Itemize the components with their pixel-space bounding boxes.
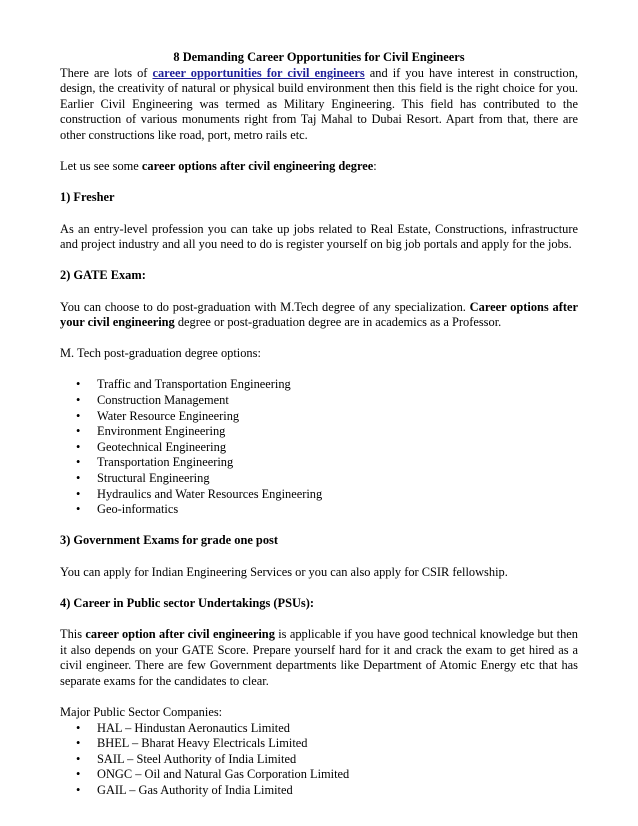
list-item [60,409,578,425]
career-opportunities-link[interactable]: career opportunities for civil engineers [152,65,365,80]
list-item-text: HAL – Hindustan Aeronautics Limited [97,720,290,735]
section-heading-psu: 4) Career in Public sector Undertakings (PSUs): [60,595,314,610]
list-item [60,783,578,799]
fresher-paragraph: As an entry-level profession you can take up jobs related to Real Estate, Constructions, infrastructure and project industry and all you need to do is register yourself on big job portals and apply for the jobs. [60,221,578,252]
gate-text: You can choose to do post-graduation with M.Tech degree of any specialization. [60,299,470,314]
list-item [60,440,578,456]
lead-paragraph [60,159,578,175]
section-heading-fresher: 1) Fresher [60,190,115,205]
list-item [60,487,578,503]
gate-paragraph [60,300,578,331]
bullet-icon: • [76,751,81,766]
list-item-text: Geotechnical Engineering [97,439,227,454]
government-paragraph: You can apply for Indian Engineering Services or you can also apply for CSIR fellowship. [60,564,508,579]
list-item [60,752,578,768]
gate-text-rest: degree or post-graduation degree are in academics as a Professor. [174,315,502,330]
list-item-text: Construction Management [97,393,229,408]
bullet-icon: • [76,502,81,517]
intro-text-start: There are lots of [60,65,153,80]
gate-bold: Career options after your civil engineering [60,299,578,330]
bullet-icon: • [76,455,81,470]
list-item [60,767,578,783]
bullet-icon: • [76,720,81,735]
list-item-text: Geo-informatics [97,502,179,517]
section-heading-gate: 2) GATE Exam: [60,268,146,283]
psu-text: This [60,626,86,641]
lead-colon: : [373,159,377,174]
bullet-icon: • [76,782,81,797]
bullet-icon: • [76,767,81,782]
list-item [60,393,578,409]
psu-text-rest: is applicable if you have good technical knowledge but then it also depends on your GATE Score. Prepare yourself hard for it and crack the exam to get hired as a civil engineer. There are few Government departments like Department of Atomic Energy etc that has separate exams for the candidates to clear. [60,626,578,688]
list-item [60,502,578,518]
document-page [60,50,578,799]
psu-bold: career option after civil engineering [85,626,275,641]
bullet-icon: • [76,408,81,423]
bullet-icon: • [76,424,81,439]
lead-bold: career options after civil engineering degree [141,159,374,174]
bullet-icon: • [76,736,81,751]
list-item [60,424,578,440]
list-item-text: Traffic and Transportation Engineering [97,377,291,392]
list-item-text: ONGC – Oil and Natural Gas Corporation Limited [97,767,350,782]
list-item-text: Transportation Engineering [97,455,234,470]
list-item [60,455,578,471]
bullet-icon: • [76,471,81,486]
list-item-text: SAIL – Steel Authority of India Limited [97,751,297,766]
list-item-text: Water Resource Engineering [97,408,240,423]
bullet-icon: • [76,439,81,454]
list-item-text: Hydraulics and Water Resources Engineering [97,486,323,501]
list-item-text: GAIL – Gas Authority of India Limited [97,782,293,797]
list-item [60,721,578,737]
list-item-text: BHEL – Bharat Heavy Electricals Limited [97,736,308,751]
lead-text: Let us see some [60,159,142,174]
list-item [60,736,578,752]
bullet-icon: • [76,377,81,392]
psu-paragraph [60,627,578,689]
mtech-options-list [60,377,578,517]
bullet-icon: • [76,486,81,501]
list-item-text: Structural Engineering [97,471,210,486]
psu-list-intro: Major Public Sector Companies: [60,704,223,719]
bullet-icon: • [76,393,81,408]
intro-paragraph [60,66,578,144]
document-title: 8 Demanding Career Opportunities for Civil Engineers [173,50,465,64]
list-item [60,471,578,487]
list-item-text: Environment Engineering [97,424,226,439]
list-item [60,377,578,393]
mtech-list-intro: M. Tech post-graduation degree options: [60,346,261,361]
psu-companies-list [60,721,578,799]
section-heading-government: 3) Government Exams for grade one post [60,533,278,548]
intro-text-rest: and if you have interest in construction, design, the creativity of natural or physical build environment then this field is the right choice for you. Earlier Civil Engineering was termed as Military Engineering. This field has contributed to the construction of various monuments right from Taj Mahal to Dubai Resort. Apart from that, there are other constructions like road, port, metro rails etc. [60,65,578,142]
